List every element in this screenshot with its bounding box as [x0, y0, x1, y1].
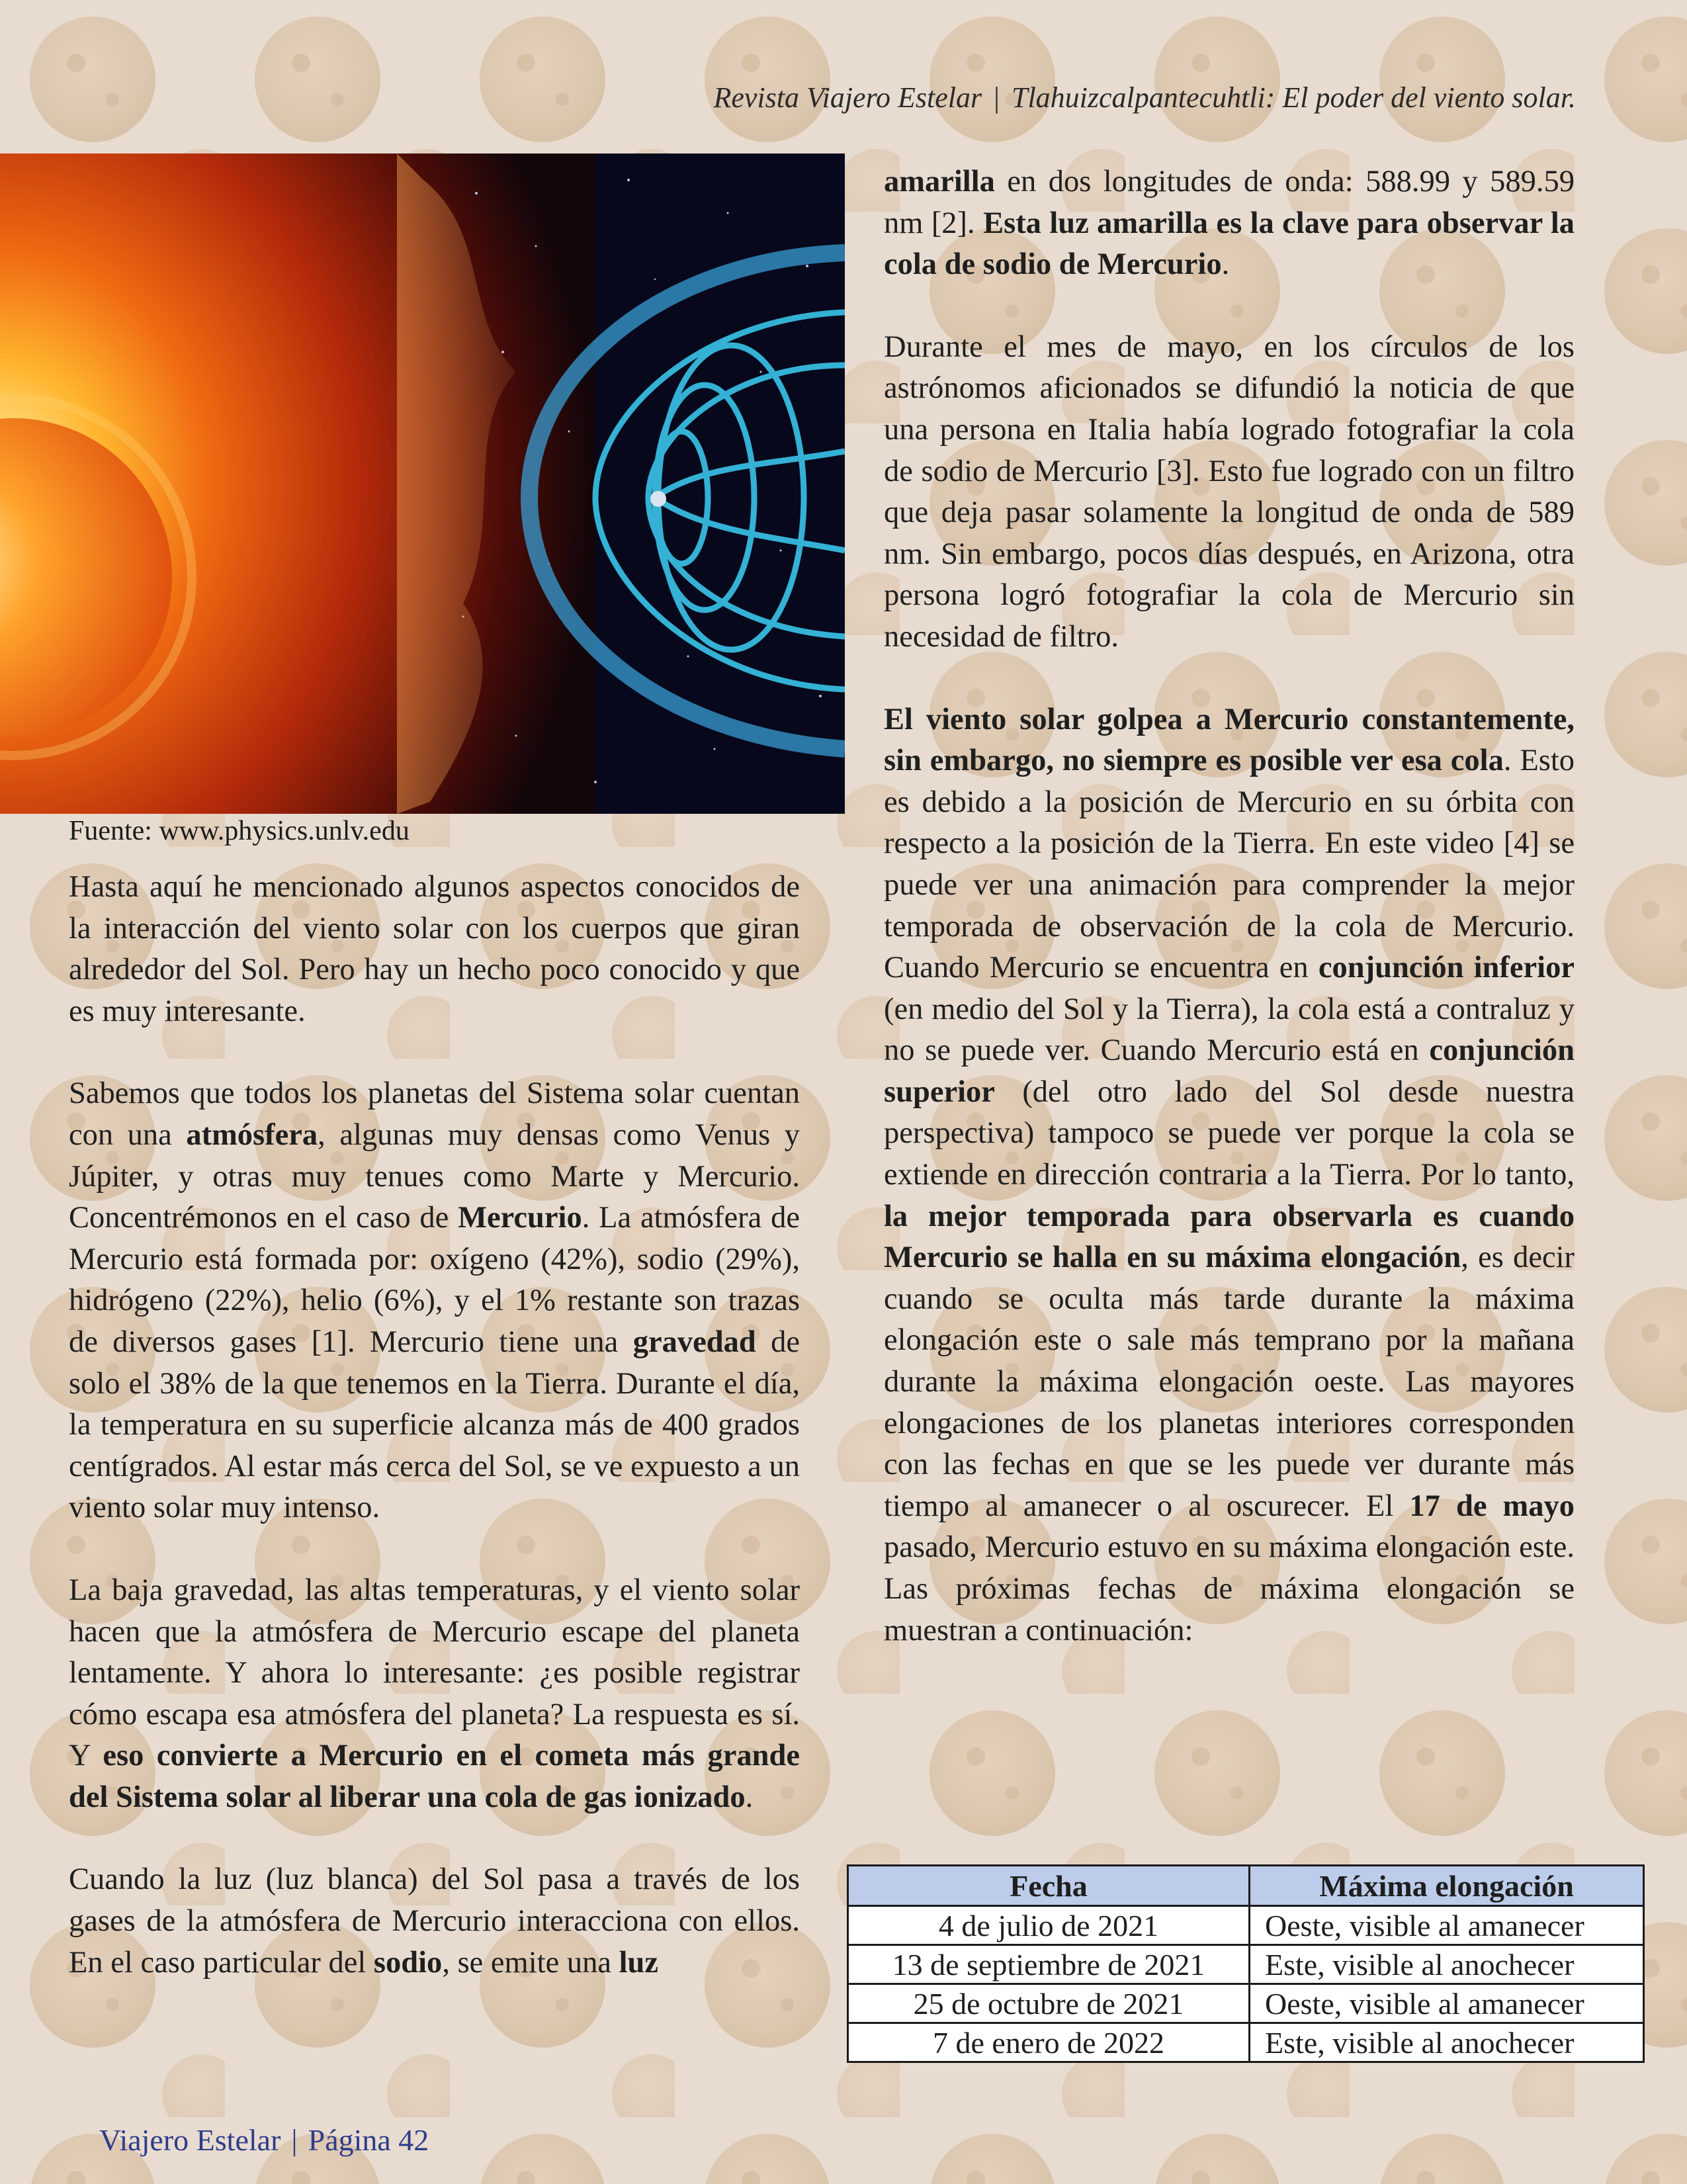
text-span: , es decir cuando se oculta más tarde durante la máxima elongación este o sale más temprano por la mañana durante la máxima elongación oeste. Las mayores elongaciones de los planetas interiores corresponden con las fechas en que se les puede ver durante más tiempo al amanecer o al oscurecer. El [884, 1241, 1575, 1523]
bold-term: El viento solar golpea a Mercurio constantemente, sin embargo, no siempre es posible ver esa cola [884, 702, 1575, 778]
bold-term: Mercurio [458, 1201, 582, 1235]
cell-date: 4 de julio de 2021 [848, 1906, 1250, 1945]
running-header [397, 81, 1576, 114]
footer-magazine: Viajero Estelar [99, 2123, 281, 2157]
table-row [848, 1984, 1644, 2023]
text-span: (en medio del Sol y la Tierra), la cola está a contraluz y no se puede ver. Cuando Mercurio está en [884, 992, 1575, 1068]
paragraph [884, 699, 1575, 1652]
sun-magnetosphere-image [0, 153, 845, 814]
header-date: Fecha [848, 1866, 1250, 1906]
table-row [848, 1906, 1644, 1945]
cell-elongation: Oeste, visible al amanecer [1250, 1984, 1644, 2023]
cell-elongation: Este, visible al anochecer [1250, 2023, 1644, 2062]
text-span: La baja gravedad, las altas temperaturas, y el viento solar hacen que la atmósfera de Mercurio escape del planeta lentamente. Y ahora lo interesante: ¿es posible registrar cómo escapa esa atmósfera del planeta? La respuesta es sí. Y [69, 1573, 800, 1773]
elongation-table [847, 1864, 1645, 2063]
cell-date: 7 de enero de 2022 [848, 2023, 1250, 2062]
text-span: . [745, 1780, 754, 1814]
footer-separator: | [291, 2123, 298, 2157]
bold-term: Esta luz amarilla es la clave para observar la cola de sodio de Mercurio [884, 206, 1575, 282]
page-number: Página 42 [308, 2123, 429, 2157]
text-span: . La atmósfera de Mercurio está formada por: oxígeno (42%), sodio (29%), hidrógeno (22%), helio (6%), y el 1% restante son trazas de diversos gases [1]. Mercurio tiene una [69, 1201, 800, 1359]
figure-caption: Fuente: www.physics.unlv.edu [69, 816, 410, 846]
text-span: , algunas muy densas como Venus y Júpiter, y otras muy tenues como Marte y Mercurio. Concentrémonos en el caso de [69, 1117, 800, 1235]
cell-date: 13 de septiembre de 2021 [848, 1945, 1250, 1984]
table-row [848, 2023, 1644, 2062]
cell-elongation: Este, visible al anochecer [1250, 1945, 1644, 1984]
paragraph: Durante el mes de mayo, en los círculos de los astrónomos aficionados se difundió la noticia de que una persona en Italia había logrado fotografiar la cola de sodio de Mercurio [3]. Esto fue logrado con un filtro que deja pasar solamente la longitud de onda de 589 nm. Sin embargo, pocos días después, en Arizona, otra persona logró fotografiar la cola de Mercurio sin necesidad de filtro. [884, 329, 1575, 654]
header-elongation: Máxima elongación [1250, 1866, 1644, 1906]
text-span: . Esto es debido a la posición de Mercurio en su órbita con respecto a la posición de la Tierra. En este video [4] se puede ver una animación para comprender la mejor temporada de observación de la cola de Mercurio. Cuando Mercurio se encuentra en [884, 744, 1575, 985]
header-article-title: Tlahuizcalpantecuhtli: El poder del viento solar. [1011, 81, 1576, 114]
text-span: en dos longitudes de onda: 588.99 y 589.59 nm [2]. [884, 165, 1575, 240]
bold-term: 17 de mayo [1409, 1489, 1575, 1523]
paragraph [884, 161, 1575, 286]
text-span: pasado, Mercurio estuvo en su máxima elongación este. Las próximas fechas de máxima elongación se muestran a continuación: [884, 1530, 1575, 1647]
header-magazine: Revista Viajero Estelar [713, 81, 982, 114]
text-span: (del otro lado del Sol desde nuestra perspectiva) tampoco se puede ver porque la cola se extiende en dirección contraria a la Tierra. Por lo tanto, [884, 1074, 1575, 1192]
bold-term: amarilla [884, 165, 995, 198]
text-span: Cuando la luz (luz blanca) del Sol pasa a través de los gases de la atmósfera de Mercurio interacciona con ellos. En el caso particular del [69, 1862, 800, 1980]
bold-term: sodio [373, 1945, 443, 1980]
bold-term: atmósfera [186, 1117, 318, 1152]
text-span: . [1221, 247, 1230, 282]
left-column [69, 867, 800, 1984]
bold-term: conjunción inferior [1318, 951, 1575, 985]
text-span: Sabemos que todos los planetas del Sistema solar cuentan con una [69, 1076, 800, 1152]
page-footer [99, 2122, 429, 2158]
right-column [884, 161, 1575, 1651]
header-separator: | [994, 81, 1000, 114]
text-span: de solo el 38% de la que tenemos en la Tierra. Durante el día, la temperatura en su superficie alcanza más de 400 grados centígrados. Al estar más cerca del Sol, se ve expuesto a un viento solar muy intenso. [69, 1325, 800, 1525]
bold-term: conjunción superior [884, 1033, 1575, 1109]
bold-term: eso convierte a Mercurio en el cometa más grande del Sistema solar al liberar una cola de gas ionizado [69, 1739, 800, 1814]
cell-date: 25 de octubre de 2021 [848, 1984, 1250, 2023]
bold-term: la mejor temporada para observarla es cuando Mercurio se halla en su máxima elongación [884, 1199, 1575, 1275]
text-span: , se emite una [442, 1945, 619, 1980]
table-header-row [848, 1866, 1644, 1906]
cell-elongation: Oeste, visible al amanecer [1250, 1906, 1644, 1945]
paragraph [69, 1073, 800, 1529]
paragraph [69, 1859, 800, 1984]
bold-term: luz [619, 1945, 659, 1980]
paragraph: Hasta aquí he mencionado algunos aspectos conocidos de la interacción del viento solar con los cuerpos que giran alrededor del Sol. Pero hay un hecho poco conocido y que es muy interesante. [69, 870, 800, 1028]
paragraph [69, 1570, 800, 1819]
bold-term: gravedad [632, 1325, 756, 1359]
table-row [848, 1945, 1644, 1984]
